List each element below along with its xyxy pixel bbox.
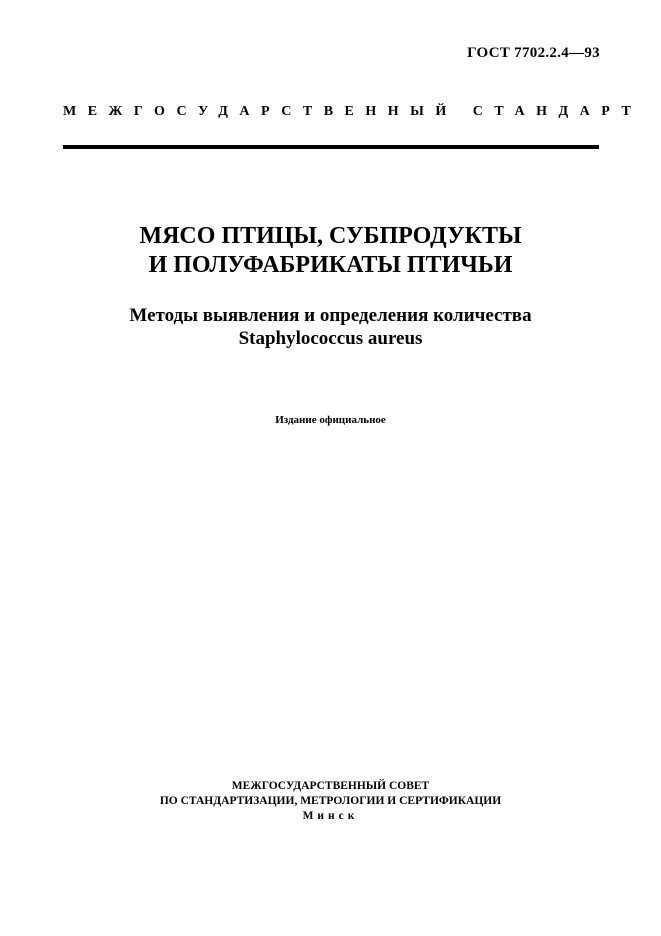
document-code: ГОСТ 7702.2.4—93	[467, 45, 600, 61]
document-subtitle	[0, 304, 661, 350]
standard-type-heading: МЕЖГОСУДАРСТВЕННЫЙ СТАНДАРТ	[63, 104, 643, 119]
header-divider	[63, 145, 599, 149]
publisher	[0, 779, 661, 824]
title-line-1: МЯСО ПТИЦЫ, СУБПРОДУКТЫ	[139, 223, 522, 249]
title-line-2: И ПОЛУФАБРИКАТЫ ПТИЧЬИ	[148, 252, 513, 278]
edition-label: Издание официальное	[275, 414, 386, 426]
publisher-line-2: ПО СТАНДАРТИЗАЦИИ, МЕТРОЛОГИИ И СЕРТИФИКАЦИИ	[159, 795, 502, 807]
publisher-line-1: МЕЖГОСУДАРСТВЕННЫЙ СОВЕТ	[231, 780, 430, 792]
publisher-city: Минск	[302, 810, 359, 822]
subtitle-line-1: Методы выявления и определения количества	[129, 305, 532, 326]
document-title	[0, 222, 661, 280]
subtitle-line-2: Staphylococcus aureus	[238, 328, 423, 349]
